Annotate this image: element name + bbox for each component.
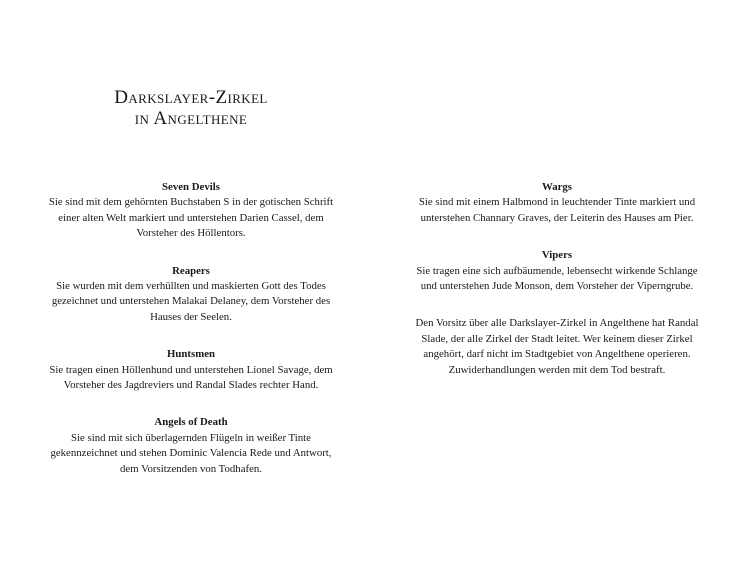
entry-vipers — [412, 248, 702, 294]
left-column — [46, 180, 336, 499]
entry-seven-devils — [46, 180, 336, 242]
entry-description: Sie sind mit einem Halbmond in leuchtender Tinte markiert und unterstehen Channary Graves, der Leiterin des Hauses am Pier. — [418, 196, 696, 224]
entry-description: Sie wurden mit dem verhüllten und maskierten Gott des Todes gezeichnet und unterstehen Malakai Delaney, dem Vorsteher des Hauses der Seelen. — [51, 280, 331, 323]
entry-angels-of-death — [46, 415, 336, 477]
entry-description: Sie tragen einen Höllenhund und unterstehen Lionel Savage, dem Vorsteher des Jagdreviers und Randal Slades rechter Hand. — [49, 363, 333, 392]
entry-heading: Vipers — [541, 249, 573, 262]
entry-wargs — [412, 180, 702, 226]
entry-description: Sie sind mit dem gehörnten Buchstaben S in der gotischen Schrift einer alten Welt markiert und unterstehen Darien Cassel, dem Vorsteher des Höllentors. — [48, 196, 334, 240]
entry-heading: Reapers — [172, 264, 210, 277]
entry-huntsmen — [46, 347, 336, 393]
closing-note: Den Vorsitz über alle Darkslayer-Zirkel in Angelthene hat Randal Slade, der alle Zirkel der Stadt leitet. Wer keinem dieser Zirkel angehört, darf nicht im Stadtgebiet von Angelthene operieren. Zuwiderhandlungen werden mit dem Tod bestraft. — [415, 317, 699, 376]
page-title-line-1: Darkslayer-Zirkel — [114, 87, 268, 108]
entry-reapers — [46, 264, 336, 326]
entry-heading: Seven Devils — [162, 181, 220, 193]
right-column — [412, 180, 702, 378]
page-title-line-2: in Angelthene — [134, 108, 248, 129]
entry-heading: Wargs — [542, 181, 572, 193]
entry-heading: Huntsmen — [167, 348, 215, 361]
page-title — [96, 87, 286, 129]
entry-description: Sie sind mit sich überlagernden Flügeln in weißer Tinte gekennzeichnet und stehen Dominic Valencia Rede und Antwort, dem Vorsitzenden von Todhafen. — [50, 431, 332, 475]
entry-description: Sie tragen eine sich aufbäumende, lebensecht wirkende Schlange und unterstehen Jude Monson, dem Vorsteher der Viperngrube. — [416, 264, 698, 293]
entry-heading: Angels of Death — [154, 416, 228, 429]
